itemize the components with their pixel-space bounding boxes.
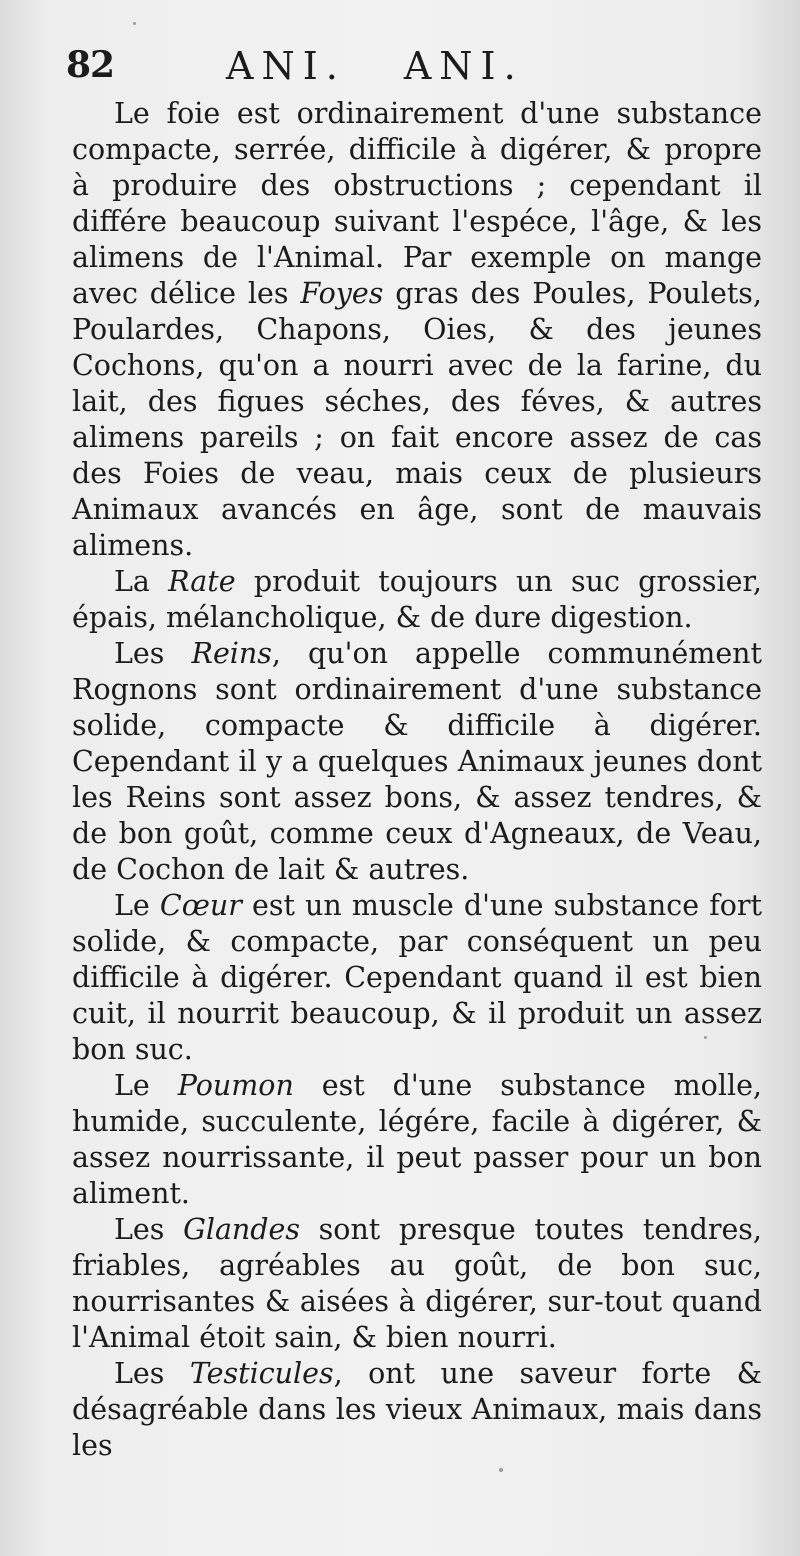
paragraph-testicules (72, 1356, 762, 1464)
paragraph-glandes (72, 1212, 762, 1356)
paragraph-keyword: Glandes (183, 1213, 301, 1246)
page-number: 82 (66, 44, 115, 86)
paragraph-lead: Les (114, 1213, 184, 1246)
paragraph-lead: Les (114, 637, 192, 670)
paragraph-keyword: Reins (191, 637, 272, 670)
paragraph-foie (72, 96, 762, 564)
paragraph-keyword: Foyes (300, 277, 384, 310)
paragraph-keyword: Rate (168, 565, 236, 598)
body-text (72, 96, 762, 1464)
paragraph-rest: produit toujours un suc grossier, épais, mélancholique, & de dure digestion. (72, 565, 762, 634)
paper-speck (499, 1468, 503, 1472)
paragraph-reins (72, 636, 762, 888)
paragraph-lead: Le (114, 1069, 178, 1102)
paragraph-lead: Le (114, 889, 160, 922)
paragraph-coeur (72, 888, 762, 1068)
paragraph-poumon (72, 1068, 762, 1212)
page-header (66, 44, 766, 94)
paper-speck (133, 22, 136, 25)
paragraph-rest: gras des Poules, Poulets, Poulardes, Chapons, Oies, & des jeunes Cochons, qu'on a nourri avec de la farine, du lait, des figues séches, des féves, & autres alimens pareils ; on fait encore assez de cas des Foies de veau, mais ceux de plusieurs Animaux avancés en âge, sont de mauvais alimens. (72, 277, 762, 562)
paragraph-rest: sont presque toutes tendres, friables, agréables au goût, de bon suc, nourrisantes & aisées à digérer, sur-tout quand l'Animal étoit sain, & bien nourri. (72, 1213, 762, 1354)
paragraph-lead: La (114, 565, 169, 598)
paragraph-rest: , ont une saveur forte & désagréable dans les vieux Animaux, mais dans les (72, 1357, 762, 1462)
paragraph-rest: est d'une substance molle, humide, succulente, légére, facile à digérer, & assez nourrissante, il peut passer pour un bon aliment. (72, 1069, 762, 1210)
paragraph-lead: Le foie est ordinairement d'une substance compacte, serrée, difficile à digérer, & propre à produire des obstructions ; cependant il différe beaucoup suivant l'espéce, l'âge, & les alimens de l'Animal. Par exemple on mange avec délice les (72, 97, 762, 310)
paragraph-keyword: Cœur (159, 889, 242, 922)
paragraph-lead: Les (114, 1357, 190, 1390)
paper-speck (704, 1036, 707, 1039)
paragraph-rest: est un muscle d'une substance fort solide, & compacte, par conséquent un peu difficile à digérer. Cependant quand il est bien cuit, il nourrit beaucoup, & il produit un assez bon suc. (72, 889, 762, 1066)
running-head: ANI. ANI. (226, 44, 524, 88)
paragraph-keyword: Testicules (189, 1357, 334, 1390)
paragraph-rate (72, 564, 762, 636)
paragraph-rest: , qu'on appelle communément Rognons sont ordinairement d'une substance solide, compacte & difficile à digérer. Cependant il y a quelques Animaux jeunes dont les Reins sont assez bons, & assez tendres, & de bon goût, comme ceux d'Agneaux, de Veau, de Cochon de lait & autres. (72, 637, 762, 886)
paragraph-keyword: Poumon (177, 1069, 294, 1102)
